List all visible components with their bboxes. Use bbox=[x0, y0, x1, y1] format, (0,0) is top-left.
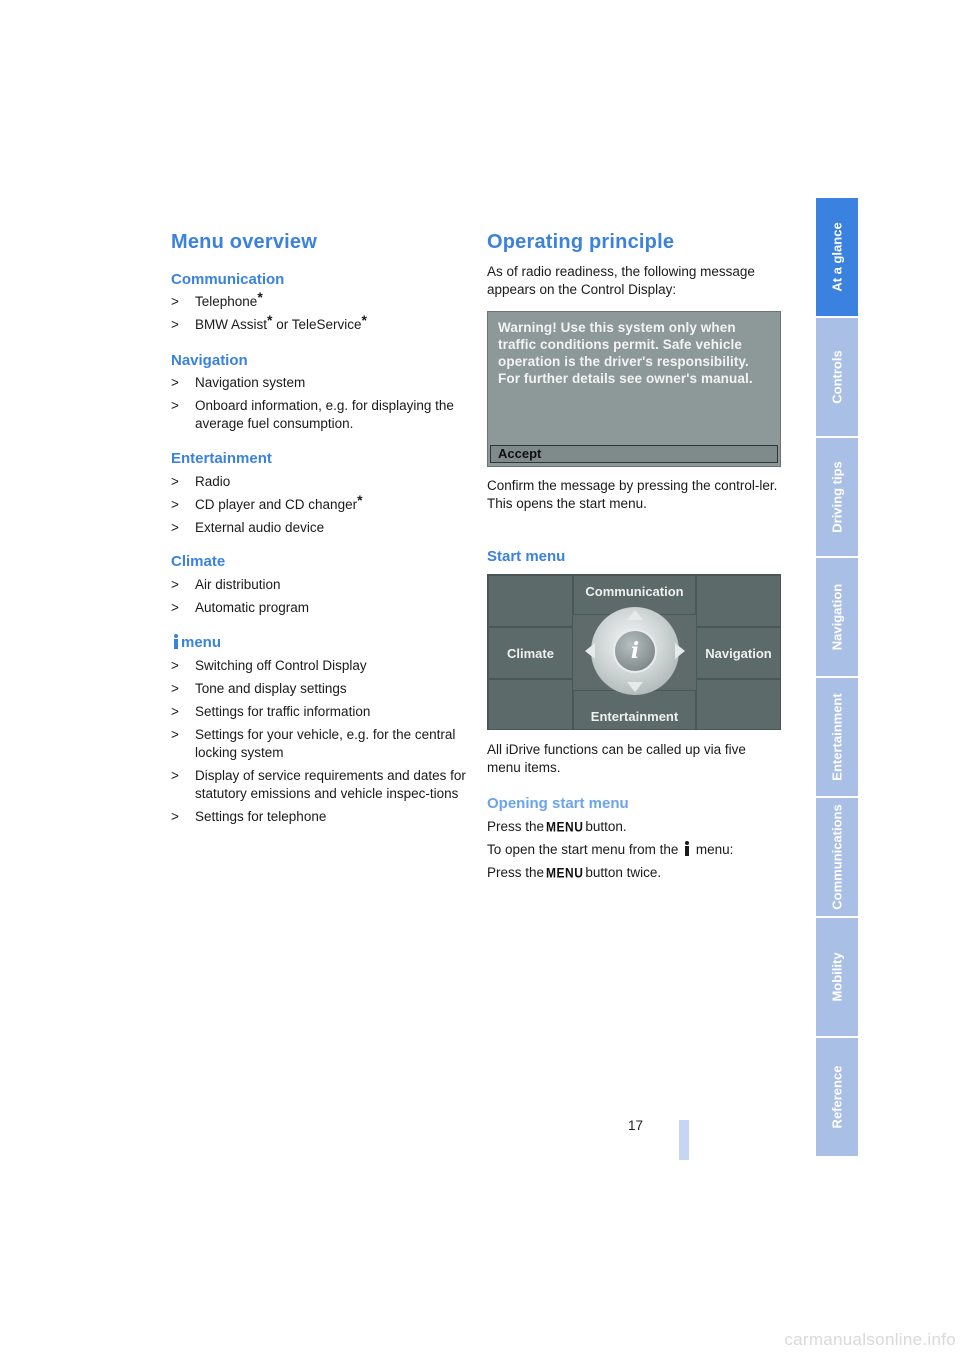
grid-cell bbox=[488, 679, 573, 730]
optional-equipment-star: * bbox=[361, 312, 367, 328]
grid-cell bbox=[696, 679, 781, 730]
warning-screen bbox=[487, 311, 781, 467]
watermark: carmanualsonline.info bbox=[784, 1330, 956, 1349]
tab-navigation[interactable]: Navigation bbox=[816, 558, 858, 678]
list-item: > Telephone* bbox=[171, 289, 263, 309]
tab-reference[interactable]: Reference bbox=[816, 1038, 858, 1158]
idrive-paragraph: All iDrive functions can be called up via five menu items. bbox=[487, 742, 746, 775]
list-item: > Settings for telephone bbox=[171, 809, 327, 824]
arrow-right-icon bbox=[675, 643, 685, 659]
list-entertainment bbox=[171, 473, 466, 542]
menu-label-climate: Climate bbox=[507, 646, 554, 661]
arrow-up-icon bbox=[627, 610, 643, 620]
section-heading-entertainment: Entertainment bbox=[171, 450, 272, 467]
info-menu-button[interactable] bbox=[613, 629, 657, 673]
list-item: > Automatic program bbox=[171, 600, 310, 615]
list-item: > Switching off Control Display bbox=[171, 658, 367, 673]
section-heading-navigation: Navigation bbox=[171, 352, 248, 369]
accept-button[interactable]: Accept bbox=[490, 445, 778, 463]
tab-mobility[interactable]: Mobility bbox=[816, 918, 858, 1038]
list-item: > Tone and display settings bbox=[171, 681, 347, 696]
info-icon bbox=[171, 634, 181, 649]
tab-driving-tips[interactable]: Driving tips bbox=[816, 438, 858, 558]
grid-cell bbox=[488, 575, 573, 627]
operating-principle-title: Operating principle bbox=[487, 231, 675, 253]
tab-controls[interactable]: Controls bbox=[816, 318, 858, 438]
start-menu-heading: Start menu bbox=[487, 548, 566, 565]
grid-cell bbox=[696, 575, 781, 627]
opening-start-menu-heading: Opening start menu bbox=[487, 795, 629, 812]
section-heading-i-menu: menu bbox=[171, 634, 221, 651]
section-heading-climate: Climate bbox=[171, 553, 226, 570]
instruction-line: Press the MENU button. bbox=[487, 818, 779, 836]
menu-label-communication: Communication bbox=[585, 584, 684, 599]
intro-paragraph: As of radio readiness, the following message appears on the Control Display: bbox=[487, 264, 755, 297]
optional-equipment-star: * bbox=[257, 289, 263, 305]
warning-message: Warning! Use this system only when traffic conditions permit. Safe vehicle operation is the driver's responsibility. For further details see owner's manual. bbox=[498, 320, 753, 386]
info-icon bbox=[682, 841, 692, 856]
list-item: > Navigation system bbox=[171, 375, 306, 390]
start-menu-screen bbox=[487, 574, 781, 730]
list-item: > CD player and CD changer* bbox=[171, 492, 363, 512]
tab-entertainment[interactable]: Entertainment bbox=[816, 678, 858, 798]
menu-label-navigation: Navigation bbox=[705, 646, 772, 661]
list-item: > Onboard information, e.g. for displaying the average fuel consumption. bbox=[171, 398, 454, 431]
section-heading-communication: Communication bbox=[171, 271, 285, 288]
list-item: > External audio device bbox=[171, 520, 325, 535]
optional-equipment-star: * bbox=[357, 492, 363, 508]
list-item: > BMW Assist* or TeleService* bbox=[171, 312, 367, 332]
list-item: > Air distribution bbox=[171, 577, 281, 592]
menu-overview-title: Menu overview bbox=[171, 231, 317, 253]
instruction-line: Press the MENU button twice. bbox=[487, 864, 779, 882]
list-i-menu bbox=[171, 657, 466, 831]
info-icon: i bbox=[630, 638, 640, 664]
tab-at-a-glance[interactable]: At a glance bbox=[816, 198, 858, 318]
list-navigation bbox=[171, 374, 466, 438]
opening-instructions bbox=[487, 818, 779, 887]
list-item: > Settings for your vehicle, e.g. for the central locking system bbox=[171, 727, 456, 760]
list-item: > Display of service requirements and dates for statutory emissions and vehicle inspec-tions bbox=[171, 768, 466, 801]
tab-communications[interactable]: Communications bbox=[816, 798, 858, 918]
instruction-line: To open the start menu from the menu: bbox=[487, 842, 734, 857]
optional-equipment-star: * bbox=[267, 312, 273, 328]
page-number: 17 bbox=[628, 1118, 644, 1133]
menu-button-glyph: MENU bbox=[546, 864, 584, 882]
list-item: > Radio bbox=[171, 474, 231, 489]
page-marker bbox=[679, 1120, 689, 1160]
list-climate bbox=[171, 576, 466, 622]
confirm-paragraph: Confirm the message by pressing the control-ler. This opens the start menu. bbox=[487, 478, 778, 511]
arrow-left-icon bbox=[585, 643, 595, 659]
menu-label-entertainment: Entertainment bbox=[590, 709, 679, 724]
chapter-tabs bbox=[816, 198, 858, 1160]
arrow-down-icon bbox=[627, 682, 643, 692]
list-communication bbox=[171, 289, 466, 339]
list-item: > Settings for traffic information bbox=[171, 704, 371, 719]
menu-button-glyph: MENU bbox=[546, 818, 584, 836]
